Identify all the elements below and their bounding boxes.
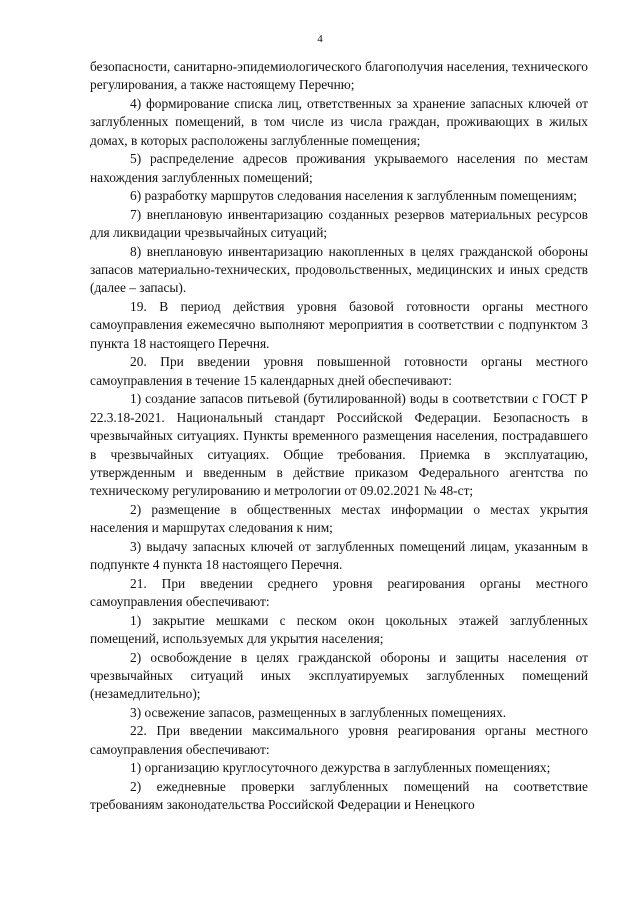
paragraph: 22. При введении максимального уровня реагирования органы местного самоуправления обеспечивают: [90,723,588,757]
paragraph: 4) формирование списка лиц, ответственных за хранение запасных ключей от заглубленных помещений, в том числе из числа граждан, проживающих в жилых домах, в которых расположены заглубленные помещения; [90,95,588,148]
paragraph: 3) освежение запасов, размещенных в заглубленных помещениях. [130,704,507,720]
paragraph: 1) создание запасов питьевой (бутилированной) воды в соответствии с ГОСТ Р 22.3.18-2021. Национальный стандарт Российской Федерации. Безопасность в чрезвычайных ситуациях. Пункты временного размещения населения, пострадавшего в чрезвычайных ситуациях. Общие требования. Приемка в эксплуатацию, утвержденным и введенным в действие приказом Федерального агентства по техническому регулированию и метрологии от 09.02.2021 № 48-ст; [90,391,588,499]
paragraph: 1) закрытие мешками с песком окон цокольных этажей заглубленных помещений, используемых для укрытия населения; [90,612,588,647]
paragraph: 2) ежедневные проверки заглубленных помещений на соответствие требованиям законодательства Российской Федерации и Ненецкого [90,778,588,813]
paragraph: 2) освобождение в целях гражданской обороны и защиты населения от чрезвычайных ситуаций иных эксплуатируемых заглубленных помещений (незамедлительно); [90,649,588,702]
paragraph: 6) разработку маршрутов следования населения к заглубленным помещениям; [130,188,577,204]
paragraph: 21. При введении среднего уровня реагирования органы местного самоуправления обеспечивают: [90,575,588,610]
paragraph: 5) распределение адресов проживания укрываемого населения по местам нахождения заглубленных помещений; [90,151,588,185]
paragraph: 7) внеплановую инвентаризацию созданных резервов материальных ресурсов для ликвидации чрезвычайных ситуаций; [90,206,588,241]
paragraph: безопасности, санитарно-эпидемиологического благополучия населения, технического регулирования, а также настоящему Перечню; [90,59,588,93]
paragraph: 19. В период действия уровня базовой готовности органы местного самоуправления ежемесячно выполняют мероприятия в соответствии с подпунктом 3 пункта 18 настоящего Перечня. [90,298,588,351]
paragraph: 2) размещение в общественных местах информации о местах укрытия населения и маршрутах следования к ним; [90,501,588,536]
page-number: 4 [317,33,323,45]
paragraph: 1) организацию круглосуточного дежурства в заглубленных помещениях; [130,760,551,776]
paragraph: 3) выдачу запасных ключей от заглубленных помещений лицам, указанным в подпункте 4 пункта 18 настоящего Перечня. [90,538,588,573]
paragraph: 8) внеплановую инвентаризацию накопленных в целях гражданской обороны запасов материально-технических, продовольственных, медицинских и иных средств (далее – запасы). [90,243,588,296]
document-body [90,58,588,815]
paragraph: 20. При введении уровня повышенной готовности органы местного самоуправления в течение 15 календарных дней обеспечивают: [90,354,588,388]
